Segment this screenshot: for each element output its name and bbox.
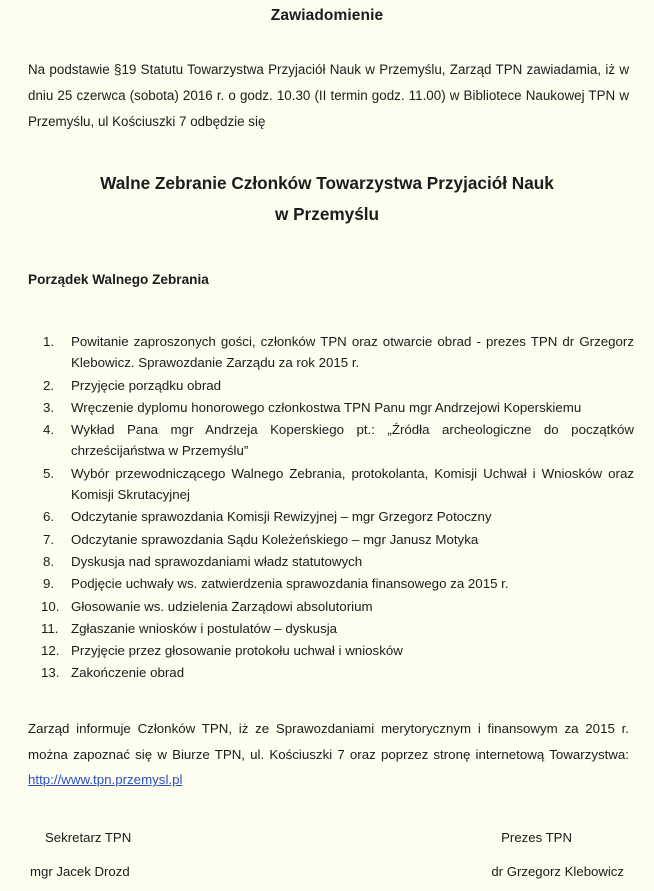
president-name: dr Grzegorz Klebowicz bbox=[491, 864, 624, 879]
agenda-item bbox=[24, 618, 634, 639]
agenda-item-text: Głosowanie ws. udzielenia Zarządowi absolutorium bbox=[71, 598, 373, 614]
agenda-heading: Porządek Walnego Zebrania bbox=[28, 272, 209, 287]
secretary-name: mgr Jacek Drozd bbox=[30, 864, 130, 879]
agenda-item-number: 3. bbox=[43, 399, 55, 415]
intro-paragraph: Na podstawie §19 Statutu Towarzystwa Przyjaciół Nauk w Przemyślu, Zarząd TPN zawiadamia, iż w dniu 25 czerwca (sobota) 2016 r. o godz. 10.30 (II termin godz. 11.00) w Bibliotece Naukowej TPN w Przemyślu, ul Kościuszki 7 odbędzie się bbox=[28, 62, 629, 129]
agenda-item bbox=[24, 419, 634, 462]
agenda-item-text: Wykład Pana mgr Andrzeja Koperskiego pt.: „Źródła archeologiczne do początków chrześcijaństwa w Przemyślu” bbox=[71, 422, 634, 459]
agenda-item-text: Zakończenie obrad bbox=[71, 665, 185, 681]
agenda-item bbox=[24, 331, 634, 374]
agenda-item-text: Odczytanie sprawozdania Komisji Rewizyjnej – mgr Grzegorz Potoczny bbox=[71, 509, 492, 525]
signature-names-row bbox=[24, 862, 630, 882]
agenda-item-number: 13. bbox=[41, 665, 60, 681]
agenda-item-number: 10. bbox=[41, 598, 60, 614]
agenda-item bbox=[24, 662, 634, 683]
document-title: Zawiadomienie bbox=[270, 7, 384, 24]
agenda-item-text: Wybór przewodniczącego Walnego Zebrania, protokolanta, Komisji Uchwał i Wniosków oraz Komisji Skrutacyjnej bbox=[71, 465, 634, 503]
main-heading-line-2: w Przemyślu bbox=[274, 204, 380, 224]
agenda-item-number: 11. bbox=[41, 620, 59, 636]
agenda-list bbox=[24, 331, 634, 685]
agenda-item bbox=[24, 551, 634, 572]
agenda-item-number: 9. bbox=[43, 576, 55, 592]
agenda-item-number: 2. bbox=[43, 377, 55, 393]
agenda-item-number: 12. bbox=[41, 643, 60, 659]
signature-titles-row bbox=[24, 828, 630, 848]
agenda-item bbox=[24, 397, 634, 418]
agenda-item-number: 4. bbox=[43, 422, 55, 438]
agenda-item-number: 1. bbox=[43, 334, 55, 349]
president-title: Prezes TPN bbox=[501, 830, 572, 845]
agenda-item bbox=[24, 573, 634, 594]
agenda-item bbox=[24, 463, 634, 506]
agenda-item-text: Dyskusja nad sprawozdaniami władz statutowych bbox=[71, 553, 363, 569]
agenda-item bbox=[24, 596, 634, 617]
closing-paragraph bbox=[24, 716, 634, 793]
agenda-item-number: 7. bbox=[43, 531, 55, 547]
agenda-item-text: Wręczenie dyplomu honorowego członkostwa TPN Panu mgr Andrzejowi Koperskiemu bbox=[71, 399, 582, 415]
agenda-item-number: 8. bbox=[43, 553, 55, 569]
agenda-item-text: Powitanie zaproszonych gości, członków TPN oraz otwarcie obrad - prezes TPN dr Grzegorz Klebowicz. Sprawozdanie Zarządu za rok 2015 r. bbox=[71, 334, 634, 371]
agenda-item-number: 5. bbox=[43, 465, 55, 481]
secretary-title: Sekretarz TPN bbox=[45, 830, 132, 845]
agenda-item bbox=[24, 375, 634, 396]
agenda-item-text: Zgłaszanie wniosków i postulatów – dyskusja bbox=[71, 620, 338, 636]
tpn-website-link[interactable]: http://www.tpn.przemysl.pl bbox=[28, 772, 183, 787]
signature-block bbox=[24, 828, 630, 882]
main-heading-line-1: Walne Zebranie Członków Towarzystwa Przyjaciół Nauk bbox=[100, 173, 554, 193]
agenda-item-text: Podjęcie uchwały ws. zatwierdzenia sprawozdania finansowego za 2015 r. bbox=[71, 576, 509, 592]
agenda-item bbox=[24, 529, 634, 550]
agenda-item bbox=[24, 506, 634, 527]
agenda-item-number: 6. bbox=[43, 509, 55, 525]
closing-text: Zarząd informuje Członków TPN, iż ze Sprawozdaniami merytorycznym i finansowym za 2015 r. można zapoznać się w Biurze TPN, ul. Kościuszki 7 oraz poprzez stronę internetową Towarzystwa: bbox=[28, 721, 629, 762]
agenda-item-text: Odczytanie sprawozdania Sądu Koleżeńskiego – mgr Janusz Motyka bbox=[71, 531, 479, 547]
agenda-item-text: Przyjęcie przez głosowanie protokołu uchwał i wniosków bbox=[71, 643, 403, 659]
main-heading bbox=[24, 168, 630, 230]
agenda-item-text: Przyjęcie porządku obrad bbox=[71, 377, 222, 393]
agenda-item bbox=[24, 640, 634, 661]
